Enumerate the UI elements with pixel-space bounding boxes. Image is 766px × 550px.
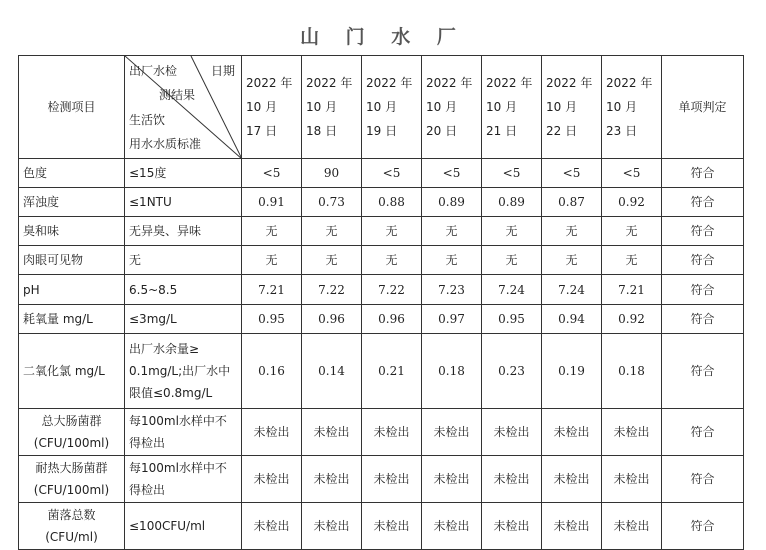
- value-cell: 0.89: [482, 188, 542, 217]
- diag-top-left: 出厂水检: [129, 64, 178, 78]
- item-cell: 臭和味: [19, 217, 125, 246]
- value-cell: 未检出: [362, 503, 422, 550]
- value-cell: 0.92: [602, 188, 662, 217]
- item-cell: 二氧化氯 mg/L: [19, 334, 125, 409]
- value-cell: <5: [482, 159, 542, 188]
- value-cell: 未检出: [242, 456, 302, 503]
- standard-cell: 出厂水余量≥ 0.1mg/L;出厂水中 限值≤0.8mg/L: [125, 334, 242, 409]
- value-cell: 0.18: [602, 334, 662, 409]
- table-row: [19, 188, 744, 217]
- value-cell: 未检出: [542, 456, 602, 503]
- diag-bottom-2: 用水水质标准: [129, 137, 202, 151]
- value-cell: 0.96: [362, 305, 422, 334]
- value-cell: 无: [542, 217, 602, 246]
- value-cell: 无: [242, 246, 302, 275]
- value-cell: 0.21: [362, 334, 422, 409]
- item-cell: 耐热大肠菌群 (CFU/100ml): [19, 456, 125, 503]
- table-row: [19, 334, 744, 409]
- value-cell: 未检出: [362, 409, 422, 456]
- table-row: [19, 217, 744, 246]
- value-cell: 无: [422, 217, 482, 246]
- value-cell: 0.23: [482, 334, 542, 409]
- judge-cell: 符合: [662, 409, 744, 456]
- date-header: 2022 年 10 月 21 日: [482, 56, 542, 159]
- value-cell: 0.73: [302, 188, 362, 217]
- judge-cell: 符合: [662, 188, 744, 217]
- value-cell: 未检出: [242, 503, 302, 550]
- value-cell: 7.21: [242, 275, 302, 305]
- date-header: 2022 年 10 月 17 日: [242, 56, 302, 159]
- date-header: 2022 年 10 月 20 日: [422, 56, 482, 159]
- value-cell: 无: [482, 246, 542, 275]
- value-cell: 90: [302, 159, 362, 188]
- value-cell: 未检出: [422, 409, 482, 456]
- standard-cell: ≤15度: [125, 159, 242, 188]
- page-title: 山 门 水 厂: [300, 26, 466, 48]
- diagonal-header-cell: [125, 56, 242, 159]
- judge-cell: 符合: [662, 503, 744, 550]
- standard-cell: ≤100CFU/ml: [125, 503, 242, 550]
- value-cell: <5: [602, 159, 662, 188]
- date-header: 2022 年 10 月 23 日: [602, 56, 662, 159]
- value-cell: 未检出: [302, 456, 362, 503]
- value-cell: 未检出: [542, 409, 602, 456]
- judge-cell: 符合: [662, 217, 744, 246]
- diag-bottom-1: 生活饮: [129, 113, 166, 127]
- value-cell: 未检出: [302, 409, 362, 456]
- value-cell: 0.88: [362, 188, 422, 217]
- judge-cell: 符合: [662, 159, 744, 188]
- value-cell: 未检出: [482, 409, 542, 456]
- judge-cell: 符合: [662, 246, 744, 275]
- value-cell: 无: [422, 246, 482, 275]
- value-cell: 0.97: [422, 305, 482, 334]
- table-row: [19, 503, 744, 550]
- value-cell: 无: [302, 217, 362, 246]
- value-cell: 未检出: [482, 503, 542, 550]
- value-cell: 无: [362, 217, 422, 246]
- standard-cell: 每100ml水样中不 得检出: [125, 456, 242, 503]
- date-header: 2022 年 10 月 19 日: [362, 56, 422, 159]
- standard-cell: 无异臭、异味: [125, 217, 242, 246]
- value-cell: 未检出: [242, 409, 302, 456]
- value-cell: 7.22: [362, 275, 422, 305]
- value-cell: 未检出: [422, 456, 482, 503]
- value-cell: 0.96: [302, 305, 362, 334]
- value-cell: 0.95: [242, 305, 302, 334]
- value-cell: <5: [362, 159, 422, 188]
- value-cell: 7.24: [542, 275, 602, 305]
- value-cell: 0.92: [602, 305, 662, 334]
- value-cell: 无: [302, 246, 362, 275]
- header-row: [19, 56, 744, 159]
- value-cell: <5: [542, 159, 602, 188]
- value-cell: 无: [602, 217, 662, 246]
- judge-cell: 符合: [662, 334, 744, 409]
- item-cell: 总大肠菌群 (CFU/100ml): [19, 409, 125, 456]
- value-cell: 7.22: [302, 275, 362, 305]
- item-cell: 肉眼可见物: [19, 246, 125, 275]
- value-cell: 无: [602, 246, 662, 275]
- item-cell: 色度: [19, 159, 125, 188]
- value-cell: 7.21: [602, 275, 662, 305]
- value-cell: 无: [482, 217, 542, 246]
- value-cell: 0.89: [422, 188, 482, 217]
- value-cell: 0.16: [242, 334, 302, 409]
- value-cell: 0.18: [422, 334, 482, 409]
- judge-cell: 符合: [662, 275, 744, 305]
- value-cell: 0.95: [482, 305, 542, 334]
- table-row: [19, 246, 744, 275]
- diag-mid: 测结果: [159, 88, 196, 102]
- table-row: [19, 275, 744, 305]
- standard-cell: 每100ml水样中不 得检出: [125, 409, 242, 456]
- judge-cell: 符合: [662, 305, 744, 334]
- value-cell: 未检出: [422, 503, 482, 550]
- value-cell: 7.24: [482, 275, 542, 305]
- water-quality-table: [18, 55, 744, 550]
- standard-cell: ≤1NTU: [125, 188, 242, 217]
- item-cell: 浑浊度: [19, 188, 125, 217]
- item-header: 检测项目: [19, 56, 125, 159]
- value-cell: 无: [362, 246, 422, 275]
- value-cell: <5: [242, 159, 302, 188]
- value-cell: 未检出: [302, 503, 362, 550]
- value-cell: 未检出: [602, 409, 662, 456]
- table-row: [19, 409, 744, 456]
- date-header: 2022 年 10 月 18 日: [302, 56, 362, 159]
- standard-cell: 6.5~8.5: [125, 275, 242, 305]
- item-cell: 耗氧量 mg/L: [19, 305, 125, 334]
- table-row: [19, 159, 744, 188]
- standard-cell: ≤3mg/L: [125, 305, 242, 334]
- date-header: 2022 年 10 月 22 日: [542, 56, 602, 159]
- value-cell: 未检出: [482, 456, 542, 503]
- value-cell: 0.14: [302, 334, 362, 409]
- value-cell: 无: [242, 217, 302, 246]
- value-cell: <5: [422, 159, 482, 188]
- value-cell: 7.23: [422, 275, 482, 305]
- standard-cell: 无: [125, 246, 242, 275]
- judge-header: 单项判定: [662, 56, 744, 159]
- diag-top-right: 日期: [211, 64, 236, 78]
- value-cell: 未检出: [602, 503, 662, 550]
- value-cell: 0.91: [242, 188, 302, 217]
- value-cell: 0.87: [542, 188, 602, 217]
- value-cell: 未检出: [362, 456, 422, 503]
- value-cell: 0.19: [542, 334, 602, 409]
- value-cell: 0.94: [542, 305, 602, 334]
- item-cell: 菌落总数 (CFU/ml): [19, 503, 125, 550]
- value-cell: 未检出: [602, 456, 662, 503]
- value-cell: 无: [542, 246, 602, 275]
- judge-cell: 符合: [662, 456, 744, 503]
- table-row: [19, 305, 744, 334]
- item-cell: pH: [19, 275, 125, 305]
- table-row: [19, 456, 744, 503]
- value-cell: 未检出: [542, 503, 602, 550]
